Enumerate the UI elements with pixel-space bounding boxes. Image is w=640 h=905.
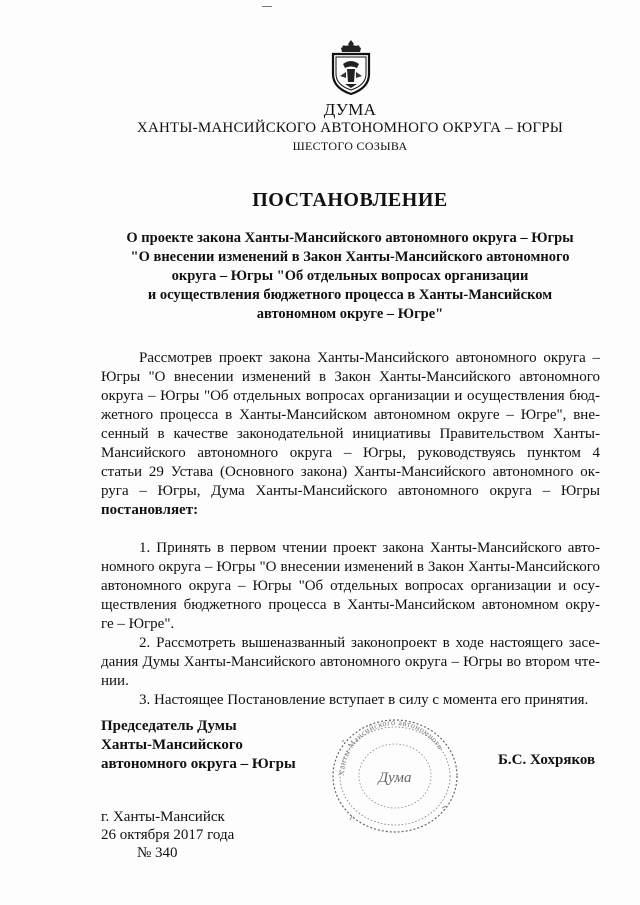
item-2-paragraph	[101, 634, 600, 691]
place-text: г. Ханты-Мансийск	[101, 809, 225, 825]
coat-of-arms-icon	[327, 38, 375, 96]
subject-line: "О внесении изменений в Закон Ханты-Мансийского автономного	[130, 249, 570, 265]
convocation-heading: ШЕСТОГО СОЗЫВА	[292, 139, 408, 153]
item-3-line: 3. Настоящее Постановление вступает в силу с момента его принятия.	[139, 692, 589, 708]
scan-mark	[262, 6, 272, 7]
preamble-line: округа – Югры "Об отдельных вопросах организации и осуществления бюд-	[101, 388, 600, 404]
document-body	[101, 349, 600, 710]
date-text: 26 октября 2017 года	[101, 827, 235, 843]
subject-line: автономном округе – Югре"	[256, 306, 444, 322]
preamble-line: сенный в качестве законодательной инициативы Правительством Ханты-	[101, 426, 600, 442]
item-1-line: ществления бюджетного процесса в Ханты-Мансийском автономном окру-	[101, 597, 600, 613]
resolves-word: постановляет:	[101, 502, 199, 518]
place-and-date	[101, 808, 234, 862]
position-line: автономного округа – Югры	[101, 756, 296, 772]
item-1-line: автономного округа – Югры "Об отдельных вопросах организации и осу-	[101, 578, 600, 594]
preamble-line: жетного процесса в Ханты-Мансийском автономном округе – Югре", вне-	[101, 407, 600, 423]
item-2-line: дания Думы Ханты-Мансийского автономного округа – Югры во втором чте-	[101, 654, 600, 670]
preamble-line: Рассмотрев проект закона Ханты-Мансийского автономного округа –	[139, 350, 600, 366]
document-title: ПОСТАНОВЛЕНИЕ	[252, 189, 448, 211]
seal-ring-text: Ханты-Мансийского автономного	[336, 717, 445, 777]
preamble-line: Югры "О внесении изменений в Закон Ханты-Мансийского автономного	[101, 369, 600, 385]
item-1-paragraph	[101, 539, 600, 634]
item-2-line: 2. Рассмотреть вышеназванный законопроект в ходе настоящего засе-	[139, 635, 600, 651]
position-line: Председатель Думы	[101, 718, 237, 734]
item-3-paragraph	[101, 691, 600, 710]
subject-line: О проекте закона Ханты-Мансийского автономного округа – Югры	[126, 230, 574, 246]
item-1-line: 1. Принять в первом чтении проект закона Ханты-Мансийского авто-	[139, 540, 600, 556]
official-seal	[322, 712, 468, 840]
signatory-name: Б.С. Хохряков	[498, 752, 596, 768]
preamble-paragraph	[101, 349, 600, 520]
position-line: Ханты-Мансийского	[101, 737, 243, 753]
signatory-position	[101, 717, 296, 774]
document-number: № 340	[137, 845, 178, 861]
svg-text:Ханты-Мансийского автономного	[337, 718, 445, 776]
subject-line: и осуществления бюджетного процесса в Ханты-Мансийском	[147, 287, 553, 303]
okrug-heading: ХАНТЫ-МАНСИЙСКОГО АВТОНОМНОГО ОКРУГА – ЮГРЫ	[136, 120, 564, 136]
item-1-line: ге – Югре".	[101, 616, 175, 632]
duma-heading: ДУМА	[323, 100, 377, 119]
document-subject	[0, 229, 640, 324]
subject-line: округа – Югры "Об отдельных вопросах организации	[171, 268, 529, 284]
preamble-line: руга – Югры, Дума Ханты-Мансийского автономного округа – Югры	[101, 483, 600, 499]
seal-text: Дума	[378, 770, 412, 786]
preamble-line: Мансийского автономного округа – Югры, руководствуясь пунктом 4	[101, 445, 600, 461]
item-1-line: номного округа – Югры "О внесении изменений в Закон Ханты-Мансийского	[101, 559, 600, 575]
preamble-line: статьи 29 Устава (Основного закона) Ханты-Мансийского автономного ок-	[101, 464, 600, 480]
item-2-line: нии.	[101, 673, 129, 689]
